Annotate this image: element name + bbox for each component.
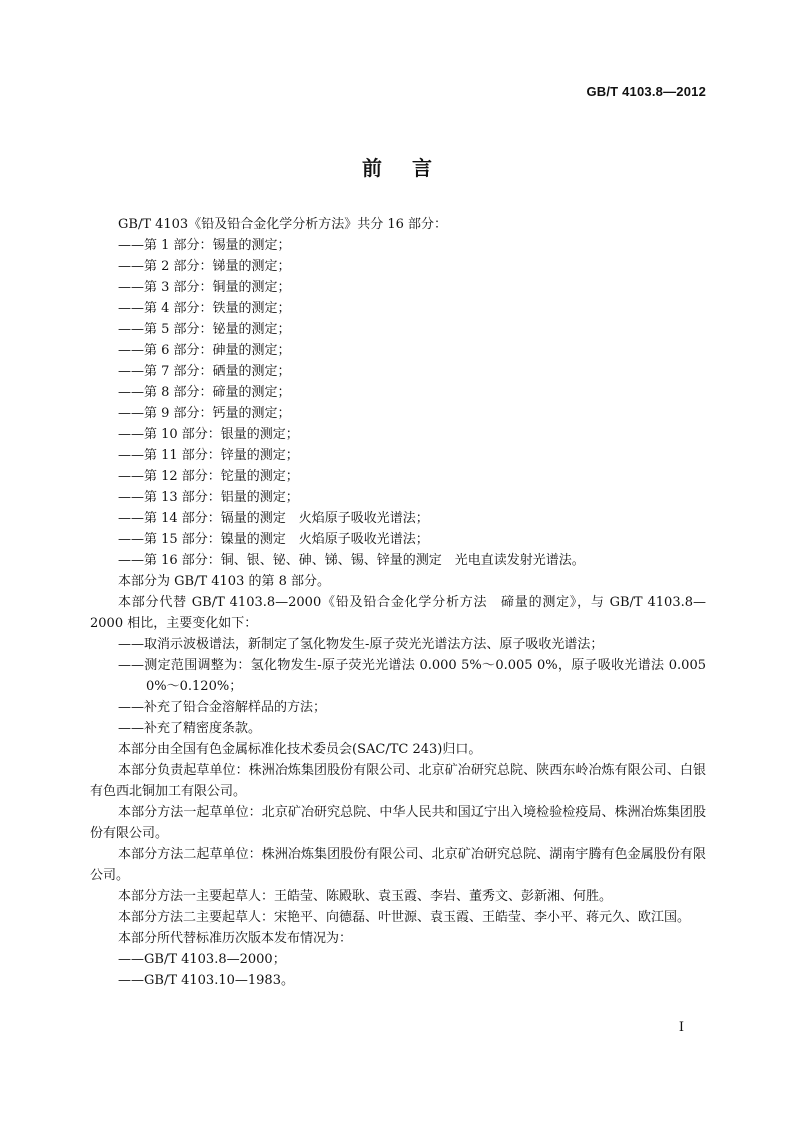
paragraph: 本部分方法一主要起草人：王皓莹、陈殿耿、袁玉霞、李岩、董秀文、彭新湘、何胜。 <box>118 889 613 904</box>
list-item: ——第 10 部分：银量的测定； <box>118 427 299 442</box>
list-item: ——第 2 部分：锑量的测定； <box>118 259 291 274</box>
list-item: ——第 16 部分：铜、银、铋、砷、锑、锡、锌量的测定 光电直读发射光谱法。 <box>118 553 585 568</box>
replace-paragraph: 本部分代替 GB/T 4103.8—2000《铅及铅合金化学分析方法 碲量的测定》，与 GB/T 4103.8—2000 相比，主要变化如下： <box>90 595 706 631</box>
list-item: ——第 11 部分：锌量的测定； <box>118 448 299 463</box>
change-item: ——取消示波极谱法，新制定了氢化物发生-原子荧光光谱法方法、原子吸收光谱法； <box>118 637 604 652</box>
list-item: ——第 6 部分：砷量的测定； <box>118 343 291 358</box>
paragraph: 本部分由全国有色金属标准化技术委员会(SAC/TC 243)归口。 <box>118 742 482 757</box>
list-item: ——第 13 部分：铝量的测定； <box>118 490 299 505</box>
list-item: ——第 8 部分：碲量的测定； <box>118 385 291 400</box>
history-item: ——GB/T 4103.10—1983。 <box>118 973 294 988</box>
paragraph: 本部分所代替标准历次版本发布情况为： <box>118 931 353 946</box>
list-item: ——第 5 部分：铋量的测定； <box>118 322 291 337</box>
page-title: 前言 <box>362 156 462 180</box>
list-item: ——第 4 部分：铁量的测定； <box>118 301 291 316</box>
list-item: ——第 3 部分：铜量的测定； <box>118 280 291 295</box>
paragraph: 本部分方法一起草单位：北京矿冶研究总院、中华人民共和国辽宁出入境检验检疫局、株洲冶炼集团股份有限公司。 <box>90 805 706 841</box>
foreword-body <box>90 214 706 991</box>
list-item: ——第 15 部分：镍量的测定 火焰原子吸收光谱法； <box>118 532 429 547</box>
history-item: ——GB/T 4103.8—2000； <box>118 952 286 967</box>
standard-id: GB/T 4103.8—2012 <box>586 84 706 99</box>
list-item: ——第 14 部分：镉量的测定 火焰原子吸收光谱法； <box>118 511 429 526</box>
paragraph: 本部分方法二主要起草人：宋艳平、向德磊、叶世源、袁玉霞、王皓莹、李小平、蒋元久、欧江国。 <box>118 910 691 925</box>
list-item: ——第 1 部分：锡量的测定； <box>118 238 291 253</box>
change-item: ——补充了精密度条款。 <box>118 721 262 736</box>
list-item: ——第 12 部分：铊量的测定； <box>118 469 299 484</box>
list-item: ——第 9 部分：钙量的测定； <box>118 406 291 421</box>
change-item: ——测定范围调整为：氢化物发生-原子荧光光谱法 0.000 5%～0.005 0%，原子吸收光谱法 0.005 0%～0.120%； <box>118 658 706 694</box>
text-line: GB/T 4103《铅及铅合金化学分析方法》共分 16 部分： <box>118 217 448 232</box>
page-number: I <box>678 1020 684 1035</box>
list-item: ——第 7 部分：硒量的测定； <box>118 364 291 379</box>
change-item: ——补充了铅合金溶解样品的方法； <box>118 700 327 715</box>
paragraph: 本部分方法二起草单位：株洲冶炼集团股份有限公司、北京矿冶研究总院、湖南宇腾有色金属股份有限公司。 <box>90 847 706 883</box>
paragraph: 本部分负责起草单位：株洲冶炼集团股份有限公司、北京矿冶研究总院、陕西东岭冶炼有限公司、白银有色西北铜加工有限公司。 <box>90 763 706 799</box>
text-line: 本部分为 GB/T 4103 的第 8 部分。 <box>118 574 331 589</box>
